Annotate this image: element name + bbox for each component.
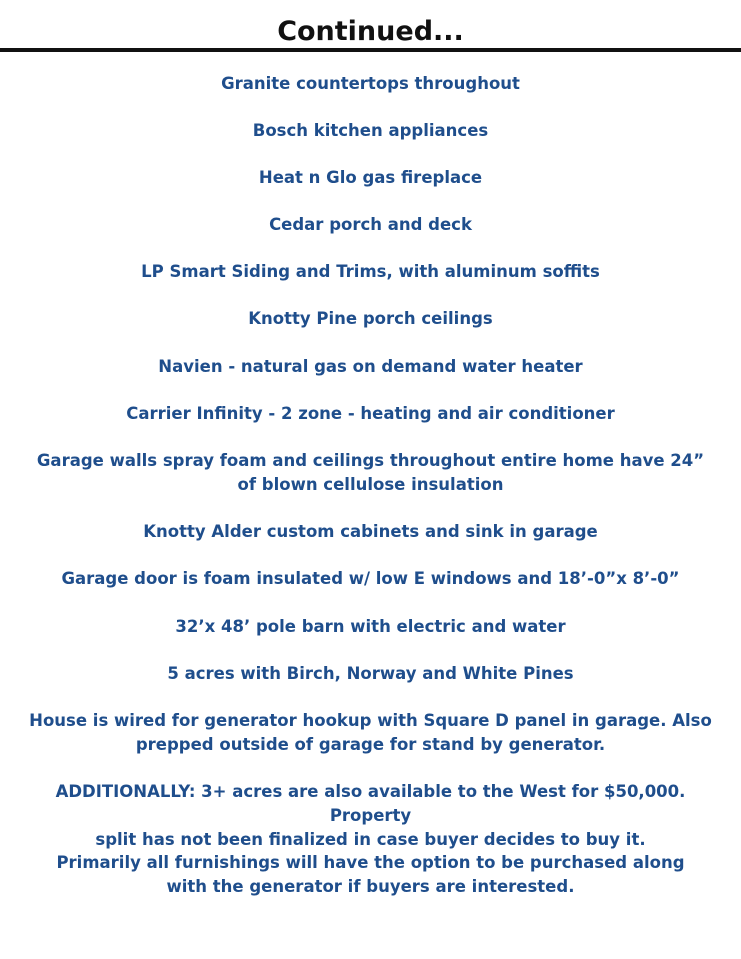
feature-line: of blown cellulose insulation — [237, 475, 504, 494]
feature-line: Knotty Alder custom cabinets and sink in garage — [143, 522, 598, 541]
feature-line: 5 acres with Birch, Norway and White Pines — [167, 664, 574, 683]
feature-item — [20, 780, 721, 852]
feature-item — [20, 520, 721, 544]
feature-line: Heat n Glo gas fireplace — [258, 168, 483, 187]
feature-line: Carrier Infinity - 2 zone - heating and air conditioner — [126, 404, 615, 423]
feature-item — [20, 119, 721, 143]
feature-line: with the generator if buyers are interested. — [166, 877, 575, 896]
feature-item — [20, 307, 721, 331]
feature-line: ADDITIONALLY: 3+ acres are also available to the West for $50,000. Property — [55, 782, 686, 825]
feature-item — [20, 709, 721, 757]
feature-item — [20, 166, 721, 190]
feature-item — [20, 355, 721, 379]
feature-item — [20, 615, 721, 639]
feature-line: Primarily all furnishings will have the option to be purchased along — [56, 853, 685, 872]
feature-line: Navien - natural gas on demand water heater — [158, 357, 583, 376]
feature-line: Granite countertops throughout — [221, 74, 520, 93]
feature-line: LP Smart Siding and Trims, with aluminum soffits — [141, 262, 600, 281]
page-title: Continued... — [277, 16, 464, 47]
feature-item — [20, 213, 721, 237]
feature-item — [20, 72, 721, 96]
feature-line: Garage door is foam insulated w/ low E windows and 18’-0”x 8’-0” — [61, 569, 680, 588]
feature-line: Bosch kitchen appliances — [252, 121, 489, 140]
feature-item — [20, 851, 721, 899]
feature-line: House is wired for generator hookup with Square D panel in garage. Also — [29, 711, 712, 730]
feature-item — [20, 567, 721, 591]
feature-line: prepped outside of garage for stand by generator. — [135, 735, 606, 754]
feature-item — [20, 662, 721, 686]
feature-item — [20, 402, 721, 426]
feature-line: Cedar porch and deck — [269, 215, 472, 234]
feature-item — [20, 449, 721, 497]
feature-line: Knotty Pine porch ceilings — [248, 309, 493, 328]
feature-line: split has not been finalized in case buyer decides to buy it. — [95, 830, 646, 849]
header-divider — [0, 48, 741, 52]
feature-line: Garage walls spray foam and ceilings throughout entire home have 24” — [36, 451, 705, 470]
feature-line: 32’x 48’ pole barn with electric and water — [175, 617, 566, 636]
feature-item — [20, 260, 721, 284]
